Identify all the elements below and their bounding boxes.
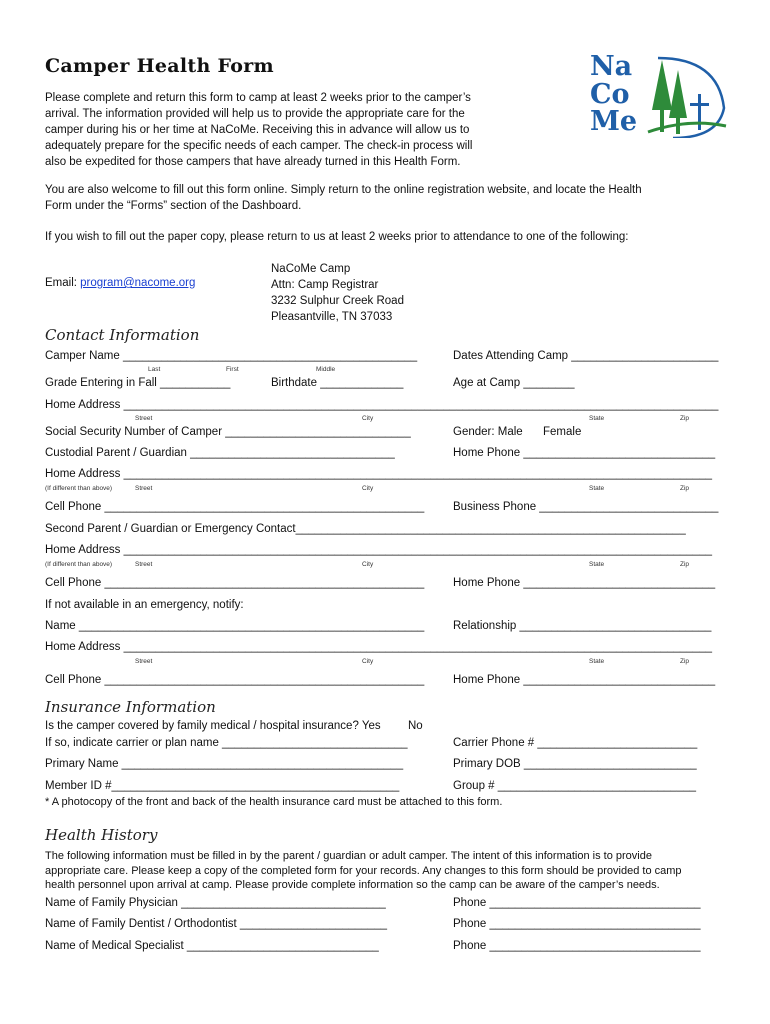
sub-middle: Middle <box>316 366 336 373</box>
nacome-logo <box>588 48 728 138</box>
sub-city: City <box>362 485 374 492</box>
emergency-notify-label: If not available in an emergency, notify: <box>45 599 244 611</box>
age-field[interactable]: Age at Camp ________ <box>453 377 575 389</box>
email-link[interactable]: program@nacome.org <box>80 277 196 289</box>
mailing-address: NaCoMe Camp Attn: Camp Registrar 3232 Sulphur Creek Road Pleasantville, TN 37033 <box>271 263 404 323</box>
birthdate-field[interactable]: Birthdate _____________ <box>271 377 404 389</box>
dentist-phone-field[interactable]: Phone _________________________________ <box>453 918 701 930</box>
contact-heading: Contact Information <box>45 326 200 344</box>
logo-text-me: Me <box>590 106 638 137</box>
group-field[interactable]: Group # _______________________________ <box>453 780 697 792</box>
gender-female-option[interactable]: Female <box>543 426 582 438</box>
member-id-field[interactable]: Member ID #_____________________________________________ <box>45 780 400 792</box>
sub-state: State <box>589 561 605 568</box>
dentist-field[interactable]: Name of Family Dentist / Orthodontist _______________________ <box>45 918 388 930</box>
sub-street: Street <box>135 658 153 665</box>
home-phone-field[interactable]: Home Phone ______________________________ <box>453 447 716 459</box>
ssn-field[interactable]: Social Security Number of Camper _____________________________ <box>45 426 411 438</box>
sub-city: City <box>362 658 374 665</box>
cell-phone-3-field[interactable]: Cell Phone __________________________________________________ <box>45 674 425 686</box>
relationship-field[interactable]: Relationship ______________________________ <box>453 620 712 632</box>
home-address-3-field[interactable]: Home Address ____________________________________________________________________________________________ <box>45 544 713 556</box>
sub-if-different: (If different than above) <box>45 485 113 492</box>
grade-field[interactable]: Grade Entering in Fall ___________ <box>45 377 231 389</box>
primary-name-field[interactable]: Primary Name ____________________________________________ <box>45 758 404 770</box>
physician-phone-field[interactable]: Phone _________________________________ <box>453 897 701 909</box>
home-phone-2-field[interactable]: Home Phone ______________________________ <box>453 577 716 589</box>
sub-street: Street <box>135 561 153 568</box>
logo-text-na: Na <box>590 51 633 82</box>
health-paragraph: The following information must be filled in by the parent / guardian or adult camper. The intent of this information is to provide appropriate care. Please keep a copy of the completed form for your records. Any changes to this form should be provided to camp health personnel upon arrival at camp. Please provide complete information so the camp can be aware of the camper’s needs. <box>45 850 682 891</box>
dates-attending-field[interactable]: Dates Attending Camp _______________________ <box>453 350 719 362</box>
online-paragraph: You are also welcome to fill out this form online. Simply return to the online registration website, and locate the Health Form under the “Forms” section of the Dashboard. <box>45 184 642 212</box>
specialist-phone-field[interactable]: Phone _________________________________ <box>453 940 701 952</box>
carrier-name-field[interactable]: If so, indicate carrier or plan name _____________________________ <box>45 737 408 749</box>
insurance-yes-option[interactable]: Is the camper covered by family medical / hospital insurance? Yes <box>45 720 381 732</box>
sub-state: State <box>589 485 605 492</box>
sub-city: City <box>362 415 374 422</box>
insurance-heading: Insurance Information <box>45 698 216 716</box>
custodial-parent-field[interactable]: Custodial Parent / Guardian ________________________________ <box>45 447 395 459</box>
specialist-field[interactable]: Name of Medical Specialist ______________________________ <box>45 940 379 952</box>
home-address-field[interactable]: Home Address _____________________________________________________________________________________________ <box>45 399 719 411</box>
business-phone-field[interactable]: Business Phone ____________________________ <box>453 501 719 513</box>
cell-phone-2-field[interactable]: Cell Phone __________________________________________________ <box>45 577 425 589</box>
sub-zip: Zip <box>680 561 690 568</box>
home-address-2-field[interactable]: Home Address ____________________________________________________________________________________________ <box>45 468 713 480</box>
sub-state: State <box>589 415 605 422</box>
intro-paragraph: Please complete and return this form to camp at least 2 weeks prior to the camper’s arrival. The information provided will help us to provide the appropriate care for the camper during his or her time at NaCoMe. Receiving this in advance will allow us to adequately prepare for the specific needs of each camper. The check-in process will also be expedited for those campers that have already turned in this Health Form. <box>45 92 473 168</box>
form-title: Camper Health Form <box>45 55 274 77</box>
sub-if-different: (If different than above) <box>45 561 113 568</box>
paper-copy-line: If you wish to fill out the paper copy, please return to us at least 2 weeks prior to attendance to one of the following: <box>45 231 629 243</box>
cell-phone-field[interactable]: Cell Phone __________________________________________________ <box>45 501 425 513</box>
logo-text-co: Co <box>590 79 630 110</box>
gender-male-option[interactable]: Gender: Male <box>453 426 523 438</box>
sub-zip: Zip <box>680 415 690 422</box>
primary-dob-field[interactable]: Primary DOB ___________________________ <box>453 758 697 770</box>
second-parent-field[interactable]: Second Parent / Guardian or Emergency Contact_____________________________________________________________ <box>45 523 686 535</box>
insurance-card-note: * A photocopy of the front and back of the health insurance card must be attached to this form. <box>45 796 503 808</box>
sub-street: Street <box>135 415 153 422</box>
carrier-phone-field[interactable]: Carrier Phone # _________________________ <box>453 737 698 749</box>
sub-street: Street <box>135 485 153 492</box>
physician-field[interactable]: Name of Family Physician ________________________________ <box>45 897 386 909</box>
emergency-name-field[interactable]: Name ______________________________________________________ <box>45 620 425 632</box>
sub-first: First <box>226 366 239 373</box>
home-phone-3-field[interactable]: Home Phone ______________________________ <box>453 674 716 686</box>
sub-city: City <box>362 561 374 568</box>
sub-last: Last <box>148 366 161 373</box>
sub-zip: Zip <box>680 658 690 665</box>
sub-zip: Zip <box>680 485 690 492</box>
email-label: Email: <box>45 277 81 289</box>
camper-name-field[interactable]: Camper Name ______________________________________________ <box>45 350 418 362</box>
insurance-no-option[interactable]: No <box>408 720 423 732</box>
sub-state: State <box>589 658 605 665</box>
home-address-4-field[interactable]: Home Address ____________________________________________________________________________________________ <box>45 641 713 653</box>
email-line <box>45 277 195 289</box>
health-heading: Health History <box>45 826 158 844</box>
